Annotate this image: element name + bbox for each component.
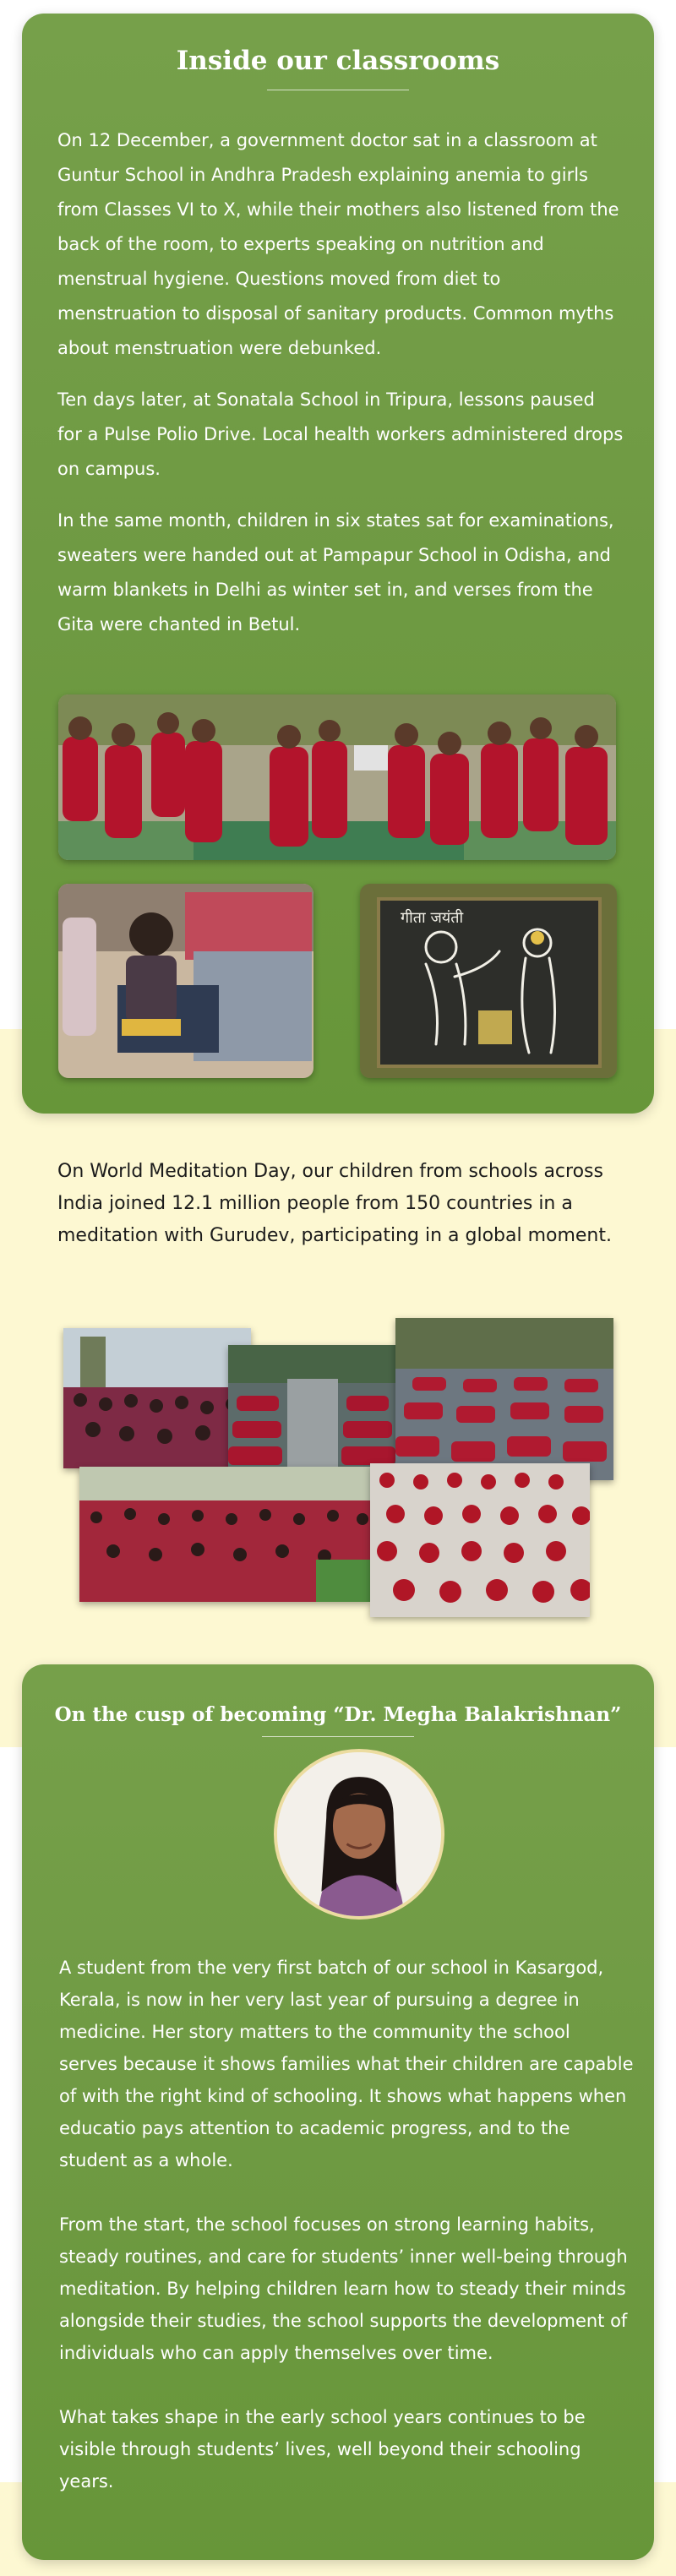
avatar-student: [274, 1749, 444, 1920]
story-paragraph-3: What takes shape in the early school years continues to be visible through students’ lives, well beyond their schooling years.: [59, 2407, 586, 2492]
collage-photo-4: [79, 1467, 370, 1602]
paragraph-polio-drive: Ten days later, at Sonatala School in Tripura, lessons paused for a Pulse Polio Drive. Local health workers administered drops on campus.: [57, 389, 624, 479]
photo-sweater-distribution: [58, 884, 313, 1078]
hall-meditation-illustration: [63, 1328, 251, 1468]
field-meditation-illustration: [79, 1467, 370, 1602]
classrooms-title: Inside our classrooms: [176, 46, 500, 76]
meditation-text: On World Meditation Day, our children from schools across India joined 12.1 million people from 150 countries in a meditation with Gurudev, participating in a global moment.: [57, 1161, 612, 1246]
collage-photo-2: [228, 1345, 397, 1472]
photo-students-red-uniforms: [58, 694, 616, 860]
classrooms-text: [57, 123, 624, 642]
story-card: [22, 1664, 654, 2560]
story-paragraph-2: From the start, the school focuses on strong learning habits, steady routines, and care for students’ inner well-being through meditation. By helping children learn how to steady their minds alongside their studies, the school supports the development of individuals who can apply themselves over time.: [59, 2214, 628, 2363]
story-title: On the cusp of becoming “Dr. Megha Balakrishnan”: [54, 1703, 622, 1726]
chalkboard-caption: गीता जयंती: [401, 909, 464, 927]
student-portrait: [277, 1752, 441, 1916]
story-paragraph-1: A student from the very first batch of our school in Kasargod, Kerala, is now in her very last year of pursuing a degree in medicine. Her story matters to the community the school serves because it shows families what their children are capable of with the right kind of schooling. It shows what happens when educatio pays attention to academic progress, and to the student as a whole.: [59, 1958, 634, 2170]
photo-gita-chalkboard: [360, 884, 617, 1078]
chalkboard-illustration: [360, 884, 617, 1078]
students-illustration: [58, 694, 616, 860]
ground-meditation-illustration: [370, 1463, 590, 1617]
collage-photo-5: [370, 1463, 590, 1617]
corridor-meditation-illustration: [228, 1345, 397, 1472]
paragraph-winter-activities: In the same month, children in six states sat for examinations, sweaters were handed out at Pampapur School in Odisha, and warm blankets in Delhi as winter set in, and verses from the Gita were chanted in Betul.: [57, 510, 614, 634]
story-text: [59, 1952, 634, 2497]
sweater-illustration: [58, 884, 313, 1078]
collage-photo-3: [395, 1318, 613, 1480]
paragraph-health-session: On 12 December, a government doctor sat in a classroom at Guntur School in Andhra Pradesh explaining anemia to girls from Classes VI to X, while their mothers also listened from the back of the room, to experts speaking on nutrition and menstrual hygiene. Questions moved from diet to menstruation to disposal of sanitary products. Common myths about menstruation were debunked.: [57, 130, 619, 358]
story-title-divider: [262, 1736, 414, 1737]
collage-photo-1: [63, 1328, 251, 1468]
classrooms-card: [22, 14, 654, 1114]
courtyard-meditation-illustration: [395, 1318, 613, 1480]
